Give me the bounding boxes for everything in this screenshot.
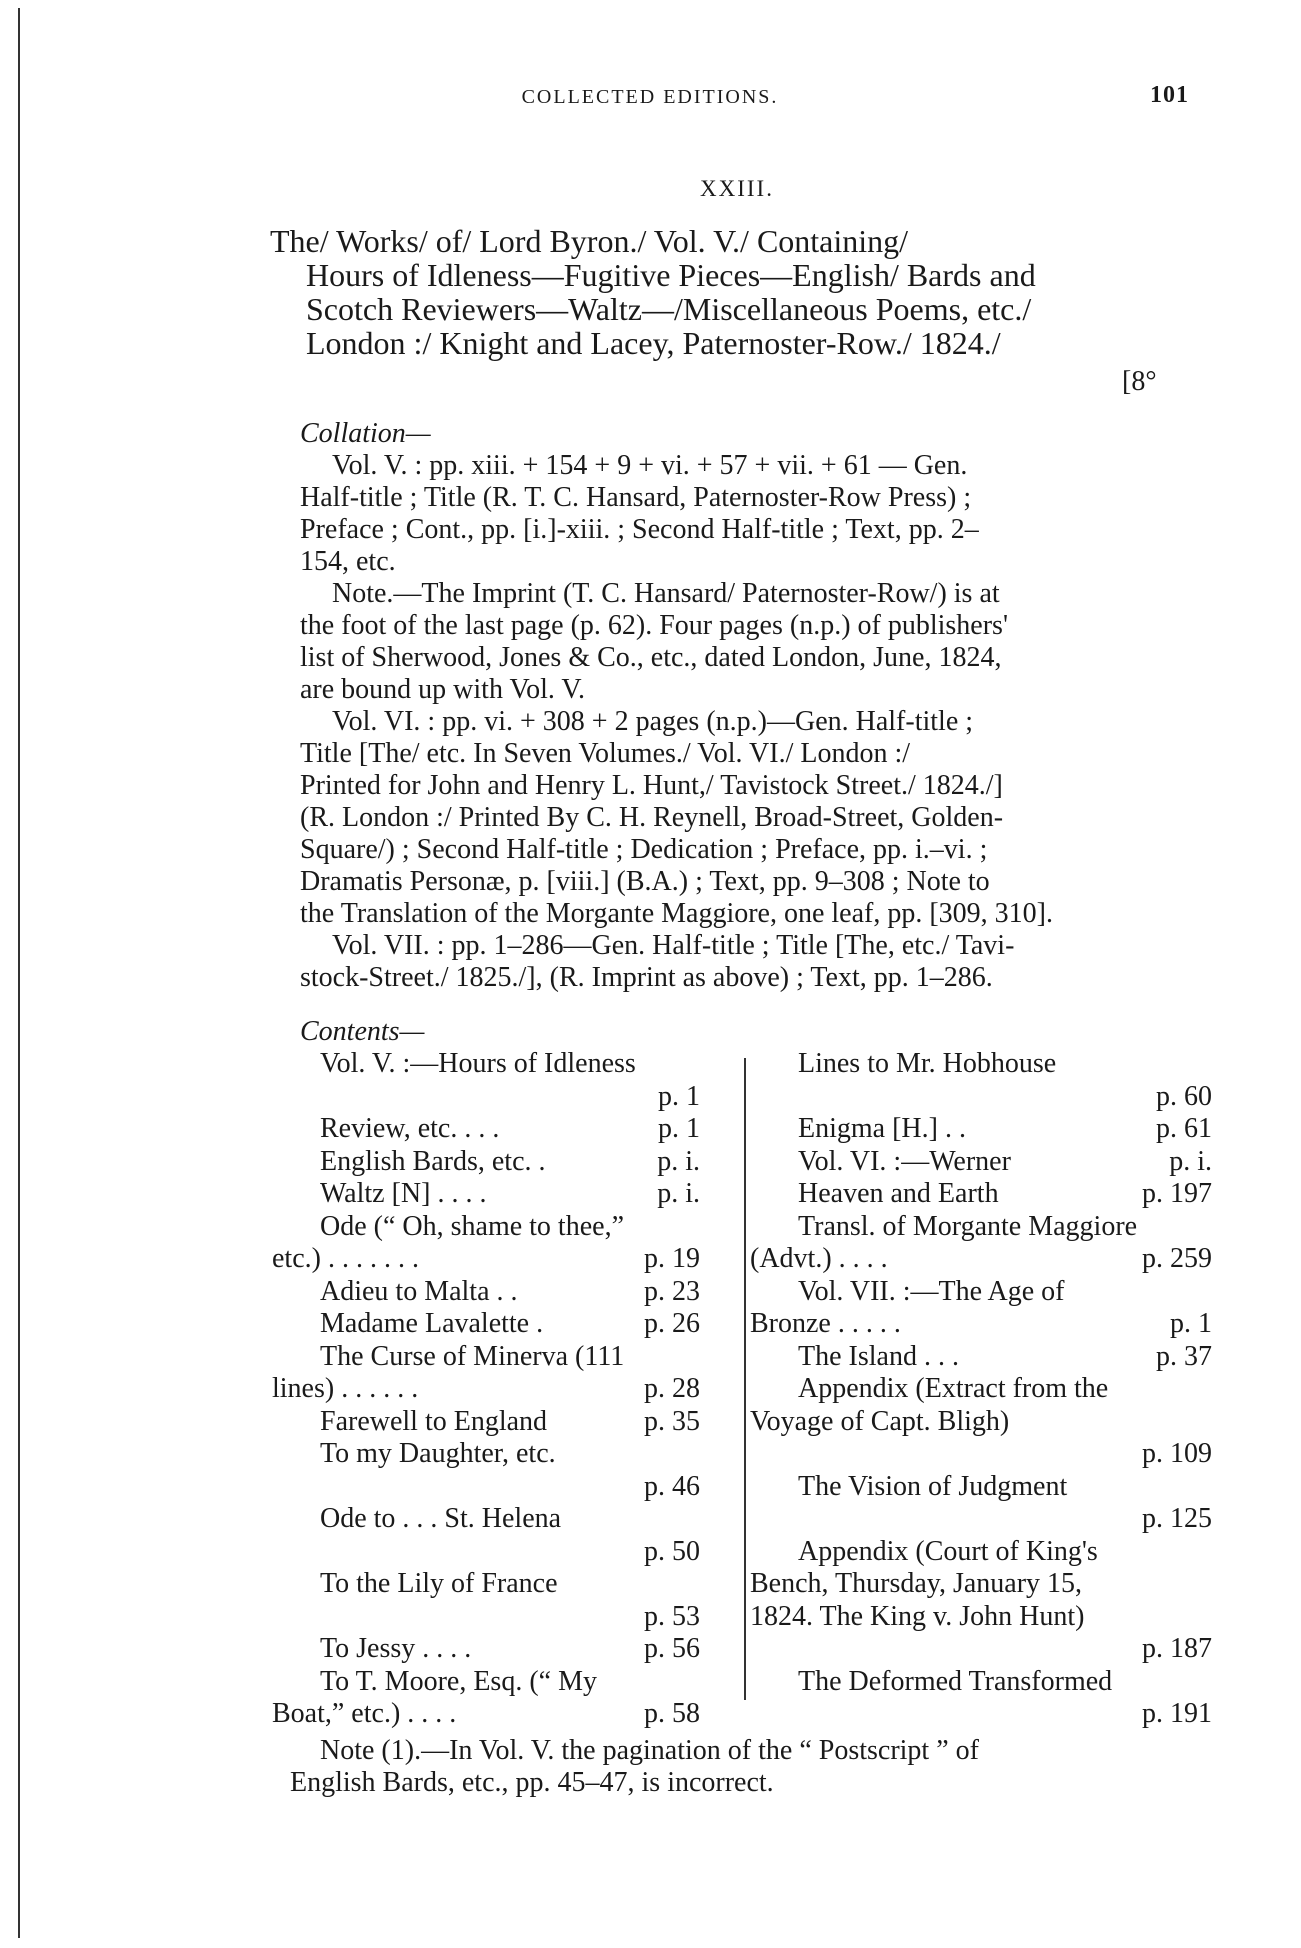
contents-row — [750, 1536, 1212, 1569]
contents-page-ref: p. 259 — [1142, 1243, 1212, 1274]
contents-row — [272, 1113, 700, 1146]
contents-title: The Vision of Judgment — [798, 1470, 1068, 1502]
contents-row — [750, 1081, 1212, 1114]
contents-row — [272, 1341, 700, 1374]
contents-row — [750, 1308, 1212, 1341]
contents-title: Transl. of Morgante Maggiore — [798, 1210, 1138, 1242]
contents-title: Boat,” etc.) . . . . — [272, 1698, 457, 1729]
contents-row — [272, 1633, 700, 1666]
entry-number: XXIII. — [700, 176, 774, 201]
contents-row — [272, 1568, 700, 1601]
contents-row — [750, 1471, 1212, 1504]
format-mark: [8° — [1122, 366, 1157, 397]
page-edge-line — [18, 8, 20, 1938]
contents-title: lines) . . . . . . — [272, 1373, 419, 1404]
note-line: list of Sherwood, Jones & Co., etc., dated London, June, 1824, — [300, 642, 1002, 673]
contents-page-ref: p. 187 — [1142, 1633, 1212, 1664]
contents-page-ref: p. 1 — [1170, 1308, 1212, 1339]
contents-page-ref: p. 109 — [1142, 1438, 1212, 1469]
contents-row — [272, 1081, 700, 1114]
contents-row — [272, 1276, 700, 1309]
page-number: 101 — [1150, 82, 1189, 108]
contents-title: Heaven and Earth — [798, 1178, 999, 1209]
final-note-line: English Bards, etc., pp. 45–47, is incorrect. — [290, 1767, 774, 1798]
title-line: London :/ Knight and Lacey, Paternoster-Row./ 1824./ — [306, 325, 1001, 361]
contents-right-column — [750, 1048, 1212, 1731]
contents-row — [750, 1178, 1212, 1211]
contents-page-ref: p. 61 — [1156, 1113, 1212, 1144]
contents-page-ref: p. 19 — [644, 1243, 700, 1274]
contents-page-ref: p. 1 — [658, 1080, 700, 1112]
contents-title: Vol. VII. :—The Age of — [798, 1275, 1065, 1307]
contents-row — [750, 1666, 1212, 1699]
contents-title: Adieu to Malta . . — [320, 1275, 518, 1307]
contents-title: The Curse of Minerva (111 — [320, 1340, 625, 1372]
contents-page-ref: p. 191 — [1142, 1698, 1212, 1729]
contents-title: Farewell to England — [320, 1405, 548, 1437]
contents-row — [272, 1146, 700, 1179]
contents-title: The Deformed Transformed — [798, 1665, 1113, 1697]
contents-row — [750, 1601, 1212, 1634]
contents-row — [272, 1601, 700, 1634]
contents-row — [750, 1276, 1212, 1309]
contents-row — [750, 1438, 1212, 1471]
running-title: COLLECTED EDITIONS. — [521, 86, 779, 108]
contents-page-ref: p. 28 — [644, 1373, 700, 1404]
contents-page-ref: p. i. — [657, 1178, 700, 1209]
contents-row — [272, 1406, 700, 1439]
title-line: The/ Works/ of/ Lord Byron./ Vol. V./ Containing/ — [270, 223, 909, 259]
contents-title: etc.) . . . . . . . — [272, 1243, 419, 1274]
title-line: Scotch Reviewers—Waltz—/Miscellaneous Poems, etc./ — [306, 291, 1032, 327]
contents-row — [272, 1178, 700, 1211]
note-line: are bound up with Vol. V. — [300, 674, 585, 705]
contents-row — [750, 1406, 1212, 1439]
collation-line: Vol. VI. : pp. vi. + 308 + 2 pages (n.p.)—Gen. Half-title ; — [332, 706, 974, 737]
contents-heading: Contents— — [300, 1016, 425, 1047]
collation-line: stock-Street./ 1825./], (R. Imprint as above) ; Text, pp. 1–286. — [300, 962, 993, 993]
contents-row — [272, 1211, 700, 1244]
contents-title: Ode (“ Oh, shame to thee,” — [320, 1210, 624, 1242]
contents-page-ref: p. 197 — [1142, 1178, 1212, 1209]
contents-title: English Bards, etc. . — [320, 1145, 546, 1177]
contents-page-ref: p. 46 — [644, 1470, 700, 1502]
contents-title: The Island . . . — [798, 1340, 959, 1372]
contents-row — [272, 1536, 700, 1569]
contents-title: Enigma [H.] . . — [798, 1113, 966, 1144]
collation-line: Half-title ; Title (R. T. C. Hansard, Paternoster-Row Press) ; — [300, 482, 972, 513]
contents-page-ref: p. 53 — [644, 1600, 700, 1632]
collation-line: Vol. V. : pp. xiii. + 154 + 9 + vi. + 57 + vii. + 61 — Gen. — [332, 450, 968, 481]
contents-title: To the Lily of France — [320, 1568, 558, 1599]
contents-title: To Jessy . . . . — [320, 1633, 472, 1664]
contents-page-ref: p. 60 — [1156, 1080, 1212, 1112]
entry-title — [270, 224, 1215, 360]
collation-line: 154, etc. — [300, 546, 396, 577]
contents-page-ref: p. 125 — [1142, 1503, 1212, 1534]
collation-section — [300, 418, 1205, 994]
contents-title: 1824. The King v. John Hunt) — [750, 1600, 1085, 1632]
contents-title: Bench, Thursday, January 15, — [750, 1568, 1083, 1599]
contents-page-ref: p. 26 — [644, 1308, 700, 1339]
contents-row — [750, 1113, 1212, 1146]
contents-title: Appendix (Extract from the — [798, 1373, 1109, 1404]
final-note-line: Note (1).—In Vol. V. the pagination of the “ Postscript ” of — [320, 1735, 979, 1766]
contents-page-ref: p. 23 — [644, 1275, 700, 1307]
contents-row — [272, 1048, 700, 1081]
contents-row — [750, 1633, 1212, 1666]
contents-row — [750, 1568, 1212, 1601]
collation-line: Square/) ; Second Half-title ; Dedication ; Preface, pp. i.–vi. ; — [300, 834, 988, 865]
running-head — [0, 80, 1301, 120]
contents-page-ref: p. i. — [1169, 1145, 1212, 1177]
contents-title: Lines to Mr. Hobhouse — [798, 1048, 1057, 1079]
note-line: the foot of the last page (p. 62). Four pages (n.p.) of publishers' — [300, 610, 1008, 641]
final-note — [290, 1735, 1210, 1799]
note-line: Note.—The Imprint (T. C. Hansard/ Paternoster-Row/) is at — [332, 578, 1000, 609]
collation-line: Preface ; Cont., pp. [i.]-xiii. ; Second Half-title ; Text, pp. 2– — [300, 514, 979, 545]
contents-title: Vol. V. :—Hours of Idleness — [320, 1048, 636, 1079]
contents-title: Waltz [N] . . . . — [320, 1178, 487, 1209]
contents-page-ref: p. 50 — [644, 1535, 700, 1567]
contents-page-ref: p. 37 — [1156, 1340, 1212, 1372]
contents-page-ref: p. i. — [657, 1145, 700, 1177]
contents-row — [272, 1503, 700, 1536]
title-line: Hours of Idleness—Fugitive Pieces—English/ Bards and — [306, 257, 1036, 293]
contents-row — [272, 1698, 700, 1731]
contents-row — [272, 1666, 700, 1699]
contents-row — [750, 1698, 1212, 1731]
contents-row — [750, 1048, 1212, 1081]
contents-title: Appendix (Court of King's — [798, 1535, 1098, 1567]
collation-line: the Translation of the Morgante Maggiore, one leaf, pp. [309, 310]. — [300, 898, 1054, 929]
collation-line: (R. London :/ Printed By C. H. Reynell, Broad-Street, Golden- — [300, 802, 1004, 833]
contents-row — [750, 1503, 1212, 1536]
collation-line: Dramatis Personæ, p. [viii.] (B.A.) ; Text, pp. 9–308 ; Note to — [300, 866, 990, 897]
contents-page-ref: p. 56 — [644, 1633, 700, 1664]
contents-table — [272, 1048, 1212, 1729]
contents-page-ref: p. 58 — [644, 1698, 700, 1729]
contents-row — [272, 1308, 700, 1341]
contents-title: (Advt.) . . . . — [750, 1243, 888, 1274]
contents-title: Ode to . . . St. Helena — [320, 1503, 562, 1534]
contents-row — [750, 1211, 1212, 1244]
contents-row — [750, 1373, 1212, 1406]
collation-heading: Collation— — [300, 418, 431, 449]
collation-line: Title [The/ etc. In Seven Volumes./ Vol. VI./ London :/ — [300, 738, 911, 769]
contents-title: Review, etc. . . . — [320, 1113, 500, 1144]
contents-row — [750, 1243, 1212, 1276]
contents-title: To my Daughter, etc. — [320, 1438, 556, 1469]
contents-title: Madame Lavalette . — [320, 1308, 544, 1339]
collation-line: Printed for John and Henry L. Hunt,/ Tavistock Street./ 1824./] — [300, 770, 1003, 801]
contents-row — [272, 1243, 700, 1276]
contents-title: Vol. VI. :—Werner — [798, 1145, 1011, 1177]
contents-title: Bronze . . . . . — [750, 1308, 901, 1339]
contents-row — [272, 1471, 700, 1504]
contents-row — [750, 1146, 1212, 1179]
column-divider — [744, 1058, 746, 1700]
contents-row — [272, 1438, 700, 1471]
contents-left-column — [272, 1048, 700, 1731]
contents-page-ref: p. 35 — [644, 1405, 700, 1437]
contents-title: To T. Moore, Esq. (“ My — [320, 1665, 597, 1697]
contents-page-ref: p. 1 — [658, 1113, 700, 1144]
contents-row — [750, 1341, 1212, 1374]
contents-title: Voyage of Capt. Bligh) — [750, 1405, 1010, 1437]
collation-line: Vol. VII. : pp. 1–286—Gen. Half-title ; Title [The, etc./ Tavi- — [332, 930, 1015, 961]
contents-row — [272, 1373, 700, 1406]
contents-heading-block — [300, 1016, 1205, 1048]
